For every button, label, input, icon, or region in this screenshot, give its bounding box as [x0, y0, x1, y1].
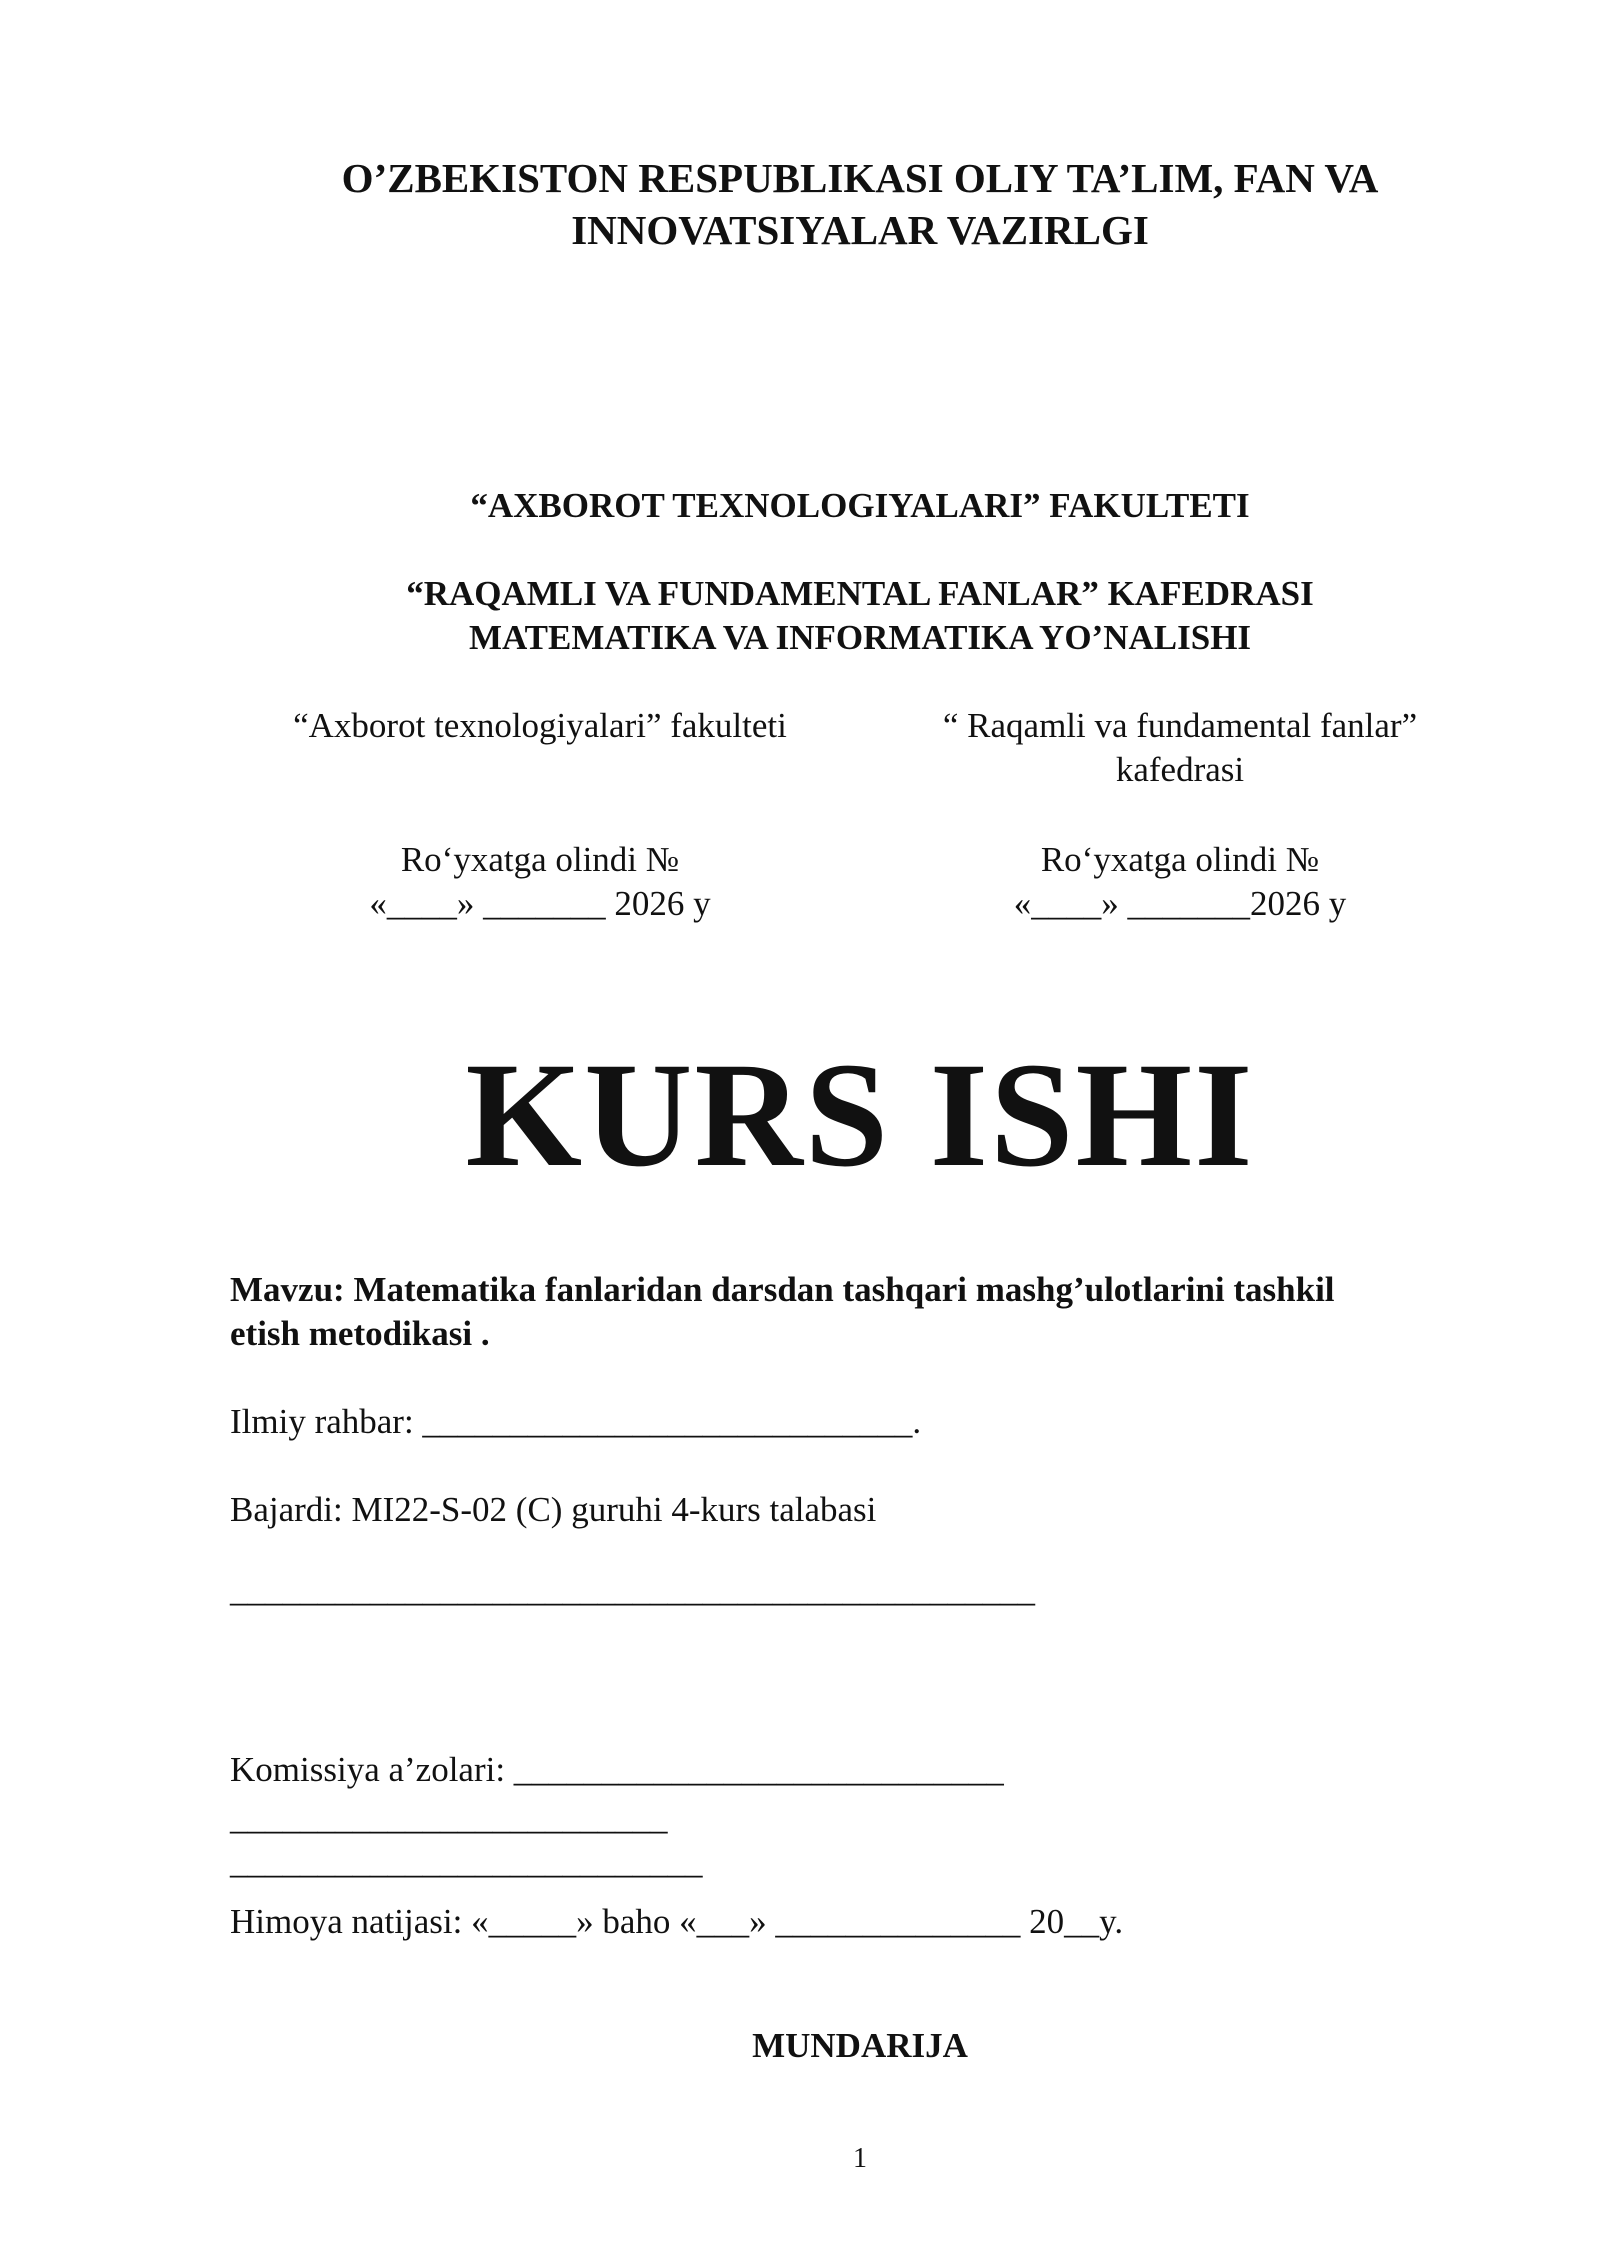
commission-label: Komissiya a’zolari: ____________________________ [230, 1750, 1004, 1789]
faculty-title: “AXBOROT TEXNOLOGIYALARI” FAKULTETI [470, 486, 1250, 525]
right-registration-date: «____» _______2026 y [1013, 884, 1347, 923]
topic [230, 1268, 1440, 1356]
left-unit [240, 704, 840, 748]
ministry-line-2: INNOVATSIYALAR VAZIRLGI [571, 207, 1149, 253]
contents-heading: MUNDARIJA [752, 2026, 968, 2065]
topic-line-1: Mavzu: Matematika fanlaridan darsdan tashqari mashg’ulotlarini tashkil [230, 1270, 1335, 1309]
department-line-2: MATEMATIKA VA INFORMATIKA YO’NALISHI [468, 618, 1252, 657]
right-unit-name-2: kafedrasi [1115, 750, 1245, 789]
topic-line-2: etish metodikasi . [230, 1314, 490, 1353]
right-unit [880, 704, 1480, 792]
left-registration [240, 838, 840, 926]
commission-blank-1: _________________________ [230, 1798, 668, 1837]
performer-line: Bajardi: MI22-S-02 (C) guruhi 4-kurs talabasi [230, 1490, 877, 1529]
department-heading [0, 572, 1600, 660]
commission-blank-2: ___________________________ [230, 1842, 703, 1881]
page-number: 1 [853, 2143, 867, 2174]
defense-result: Himoya natijasi: «_____» baho «___» ______________ 20__y. [230, 1902, 1124, 1941]
supervisor-line: Ilmiy rahbar: ____________________________. [230, 1402, 922, 1441]
ministry-heading [300, 152, 1420, 256]
performer-blank: ______________________________________________ [230, 1570, 1035, 1609]
left-unit-name: “Axborot texnologiyalari” fakulteti [293, 706, 787, 745]
document-type-title: KURS ISHI [465, 1032, 1255, 1198]
left-registration-date: «____» _______ 2026 y [369, 884, 711, 923]
ministry-line-1: O’ZBEKISTON RESPUBLIKASI OLIY TA’LIM, FAN VA [341, 155, 1379, 201]
right-unit-name-1: “ Raqamli va fundamental fanlar” [942, 706, 1418, 745]
left-registration-label: Ro‘yxatga olindi № [400, 840, 680, 879]
department-line-1: “RAQAMLI VA FUNDAMENTAL FANLAR” KAFEDRASI [406, 574, 1314, 613]
right-registration [880, 838, 1480, 926]
right-registration-label: Ro‘yxatga olindi № [1040, 840, 1320, 879]
